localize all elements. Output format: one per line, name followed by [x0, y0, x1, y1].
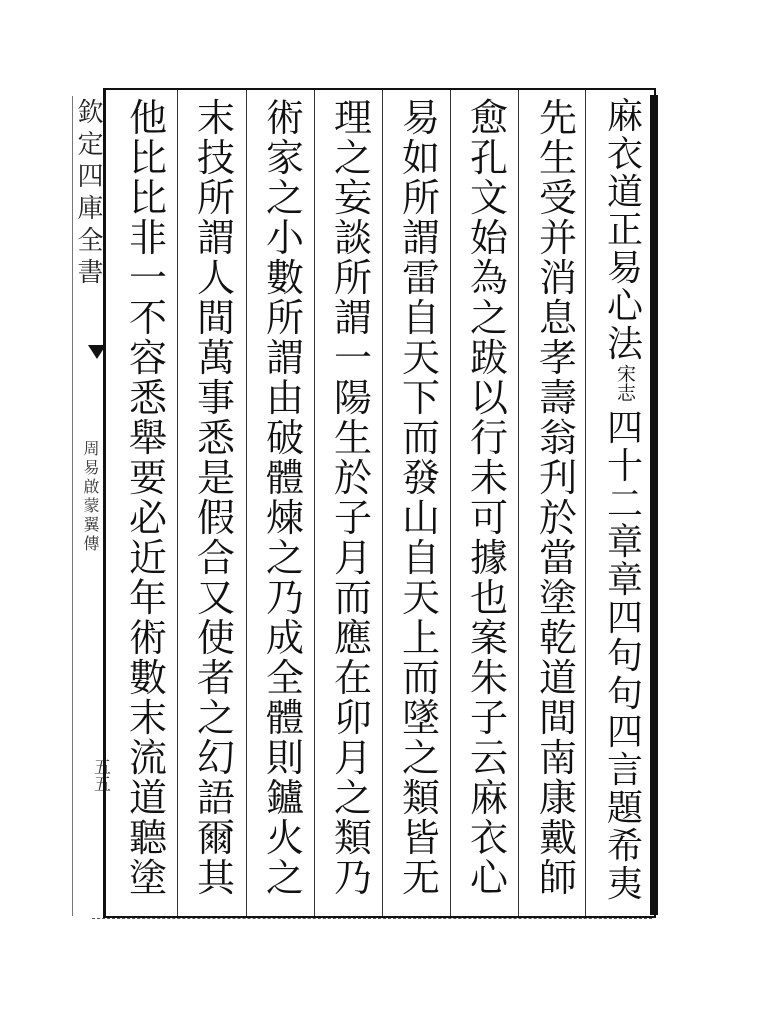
column-rule — [518, 90, 519, 916]
character: 年 — [128, 576, 167, 620]
character: 事 — [196, 376, 235, 420]
character: 乃 — [265, 576, 304, 620]
character: 二 — [606, 484, 643, 525]
character: 成 — [265, 616, 304, 660]
character: 萬 — [196, 336, 235, 380]
character: 雷 — [401, 256, 440, 300]
character: 上 — [401, 616, 440, 660]
character: 戴 — [538, 816, 577, 860]
character: 道 — [538, 656, 577, 700]
character: 小 — [265, 216, 304, 260]
character: 為 — [469, 256, 508, 300]
character: 謂 — [401, 216, 440, 260]
character: 翁 — [538, 416, 577, 460]
character: 法 — [606, 324, 643, 365]
character: 談 — [333, 216, 372, 260]
character: 謂 — [333, 296, 372, 340]
character: 夷 — [606, 864, 643, 905]
character: 理 — [333, 96, 372, 140]
character: 十 — [606, 446, 643, 487]
character: 易 — [401, 96, 440, 140]
character: 孝 — [538, 336, 577, 380]
book-title: 周易啟蒙翼傳 — [81, 440, 100, 554]
character: 所 — [333, 256, 372, 300]
text-column — [531, 98, 585, 898]
character: 應 — [333, 616, 372, 660]
character: 所 — [401, 176, 440, 220]
character: 言 — [606, 750, 643, 791]
character: 之 — [333, 136, 372, 180]
character: 天 — [401, 336, 440, 380]
character: 其 — [196, 856, 235, 900]
character: 始 — [469, 216, 508, 260]
character: 之 — [196, 696, 235, 740]
character: 不 — [128, 296, 167, 340]
character: 語 — [196, 776, 235, 820]
character: 月 — [333, 536, 372, 580]
character: 末 — [128, 696, 167, 740]
margin-rule — [72, 96, 73, 916]
character: 者 — [196, 656, 235, 700]
character: 所 — [265, 296, 304, 340]
character: 在 — [333, 656, 372, 700]
character: 於 — [333, 456, 372, 500]
character: 道 — [606, 172, 643, 213]
character: 可 — [469, 496, 508, 540]
character: 南 — [538, 736, 577, 780]
character: 章 — [606, 522, 643, 563]
running-title: 欽定四庫全書 — [73, 98, 103, 290]
character: 生 — [538, 136, 577, 180]
character: 卯 — [333, 696, 372, 740]
character: 云 — [469, 736, 508, 780]
column-rule — [585, 90, 586, 916]
character: 塗 — [538, 576, 577, 620]
character: 墜 — [401, 696, 440, 740]
character: 而 — [401, 656, 440, 700]
character: 麻 — [606, 96, 643, 137]
character: 術 — [128, 616, 167, 660]
character: 康 — [538, 776, 577, 820]
character: 生 — [333, 416, 372, 460]
character: 下 — [401, 376, 440, 420]
character: 陽 — [333, 376, 372, 420]
character: 案 — [469, 616, 508, 660]
character: 體 — [265, 696, 304, 740]
character: 山 — [401, 496, 440, 540]
page-number: 五五 — [90, 758, 110, 792]
character: 之 — [265, 856, 304, 900]
character: 跋 — [469, 336, 508, 380]
character: 未 — [469, 456, 508, 500]
character: 麻 — [469, 776, 508, 820]
column-rule — [246, 90, 247, 916]
character: 也 — [469, 576, 508, 620]
character: 必 — [128, 496, 167, 540]
character: 正 — [606, 210, 643, 251]
character: 類 — [401, 776, 440, 820]
character: 他 — [128, 96, 167, 140]
character: 乾 — [538, 616, 577, 660]
character: 一 — [333, 336, 372, 380]
text-column — [326, 98, 380, 898]
character: 句 — [606, 636, 643, 677]
character: 人 — [196, 256, 235, 300]
character: 使 — [196, 616, 235, 660]
character: 要 — [128, 456, 167, 500]
character: 末 — [196, 96, 235, 140]
character: 孔 — [469, 136, 508, 180]
character: 皆 — [401, 816, 440, 860]
character: 受 — [538, 176, 577, 220]
character: 四 — [606, 598, 643, 639]
character: 自 — [401, 296, 440, 340]
character: 刋 — [538, 456, 577, 500]
text-column — [394, 98, 448, 898]
character: 悉 — [128, 376, 167, 420]
character: 之 — [333, 776, 372, 820]
character: 消 — [538, 256, 577, 300]
character: 易 — [606, 248, 643, 289]
column-rule — [314, 90, 315, 916]
character: 之 — [401, 736, 440, 780]
column-rule — [382, 90, 383, 916]
character: 四 — [606, 408, 643, 449]
character: 四 — [606, 712, 643, 753]
character: 類 — [333, 816, 372, 860]
character: 師 — [538, 856, 577, 900]
character: 塗 — [128, 856, 167, 900]
character: 道 — [128, 776, 167, 820]
character: 衣 — [469, 816, 508, 860]
character: 於 — [538, 496, 577, 540]
text-column — [121, 98, 175, 898]
character: 近 — [128, 536, 167, 580]
character: 煉 — [265, 496, 304, 540]
character: 之 — [265, 176, 304, 220]
character: 文 — [469, 176, 508, 220]
character: 子 — [333, 496, 372, 540]
character: 乃 — [333, 856, 372, 900]
small-annotation — [598, 364, 652, 410]
character: 壽 — [538, 376, 577, 420]
character: 如 — [401, 136, 440, 180]
column-rule — [450, 90, 451, 916]
character: 術 — [265, 96, 304, 140]
character: 息 — [538, 296, 577, 340]
character: 心 — [469, 856, 508, 900]
bottom-edge — [92, 918, 652, 929]
text-column — [258, 98, 312, 898]
character: 比 — [128, 136, 167, 180]
character: 容 — [128, 336, 167, 380]
text-column — [189, 98, 243, 898]
text-column — [598, 98, 652, 904]
column-rule — [177, 90, 178, 916]
character: 希 — [606, 826, 643, 867]
character: 技 — [196, 136, 235, 180]
character: 月 — [333, 736, 372, 780]
character: 家 — [265, 136, 304, 180]
character: 數 — [265, 256, 304, 300]
character: 間 — [538, 696, 577, 740]
character: 流 — [128, 736, 167, 780]
character: 是 — [196, 456, 235, 500]
character: 據 — [469, 536, 508, 580]
character: 當 — [538, 536, 577, 580]
character: 天 — [401, 576, 440, 620]
character: 假 — [196, 496, 235, 540]
text-column — [462, 98, 516, 898]
character: 句 — [606, 674, 643, 715]
character: 發 — [401, 456, 440, 500]
character: 合 — [196, 536, 235, 580]
character: 妄 — [333, 176, 372, 220]
character: 全 — [265, 656, 304, 700]
character: 之 — [265, 536, 304, 580]
character: 一 — [128, 256, 167, 300]
character: 間 — [196, 296, 235, 340]
character: 以 — [469, 376, 508, 420]
character: 舉 — [128, 416, 167, 460]
character: 則 — [265, 736, 304, 780]
character: 自 — [401, 536, 440, 580]
character: 幻 — [196, 736, 235, 780]
character: 之 — [469, 296, 508, 340]
character: 爾 — [196, 816, 235, 860]
character: 火 — [265, 816, 304, 860]
annotation-text: 宋志 — [614, 364, 636, 402]
character: 悉 — [196, 416, 235, 460]
character: 行 — [469, 416, 508, 460]
character: 而 — [333, 576, 372, 620]
character: 心 — [606, 286, 643, 327]
character: 无 — [401, 856, 440, 900]
character: 并 — [538, 216, 577, 260]
character: 破 — [265, 416, 304, 460]
character: 體 — [265, 456, 304, 500]
character: 比 — [128, 176, 167, 220]
character: 數 — [128, 656, 167, 700]
character: 子 — [469, 696, 508, 740]
character: 先 — [538, 96, 577, 140]
character: 衣 — [606, 134, 643, 175]
character: 非 — [128, 216, 167, 260]
character: 由 — [265, 376, 304, 420]
character: 聽 — [128, 816, 167, 860]
character: 謂 — [265, 336, 304, 380]
character: 章 — [606, 560, 643, 601]
character: 鑪 — [265, 776, 304, 820]
character: 又 — [196, 576, 235, 620]
character: 愈 — [469, 96, 508, 140]
character: 而 — [401, 416, 440, 460]
character: 謂 — [196, 216, 235, 260]
character: 朱 — [469, 656, 508, 700]
character: 題 — [606, 788, 643, 829]
character: 所 — [196, 176, 235, 220]
